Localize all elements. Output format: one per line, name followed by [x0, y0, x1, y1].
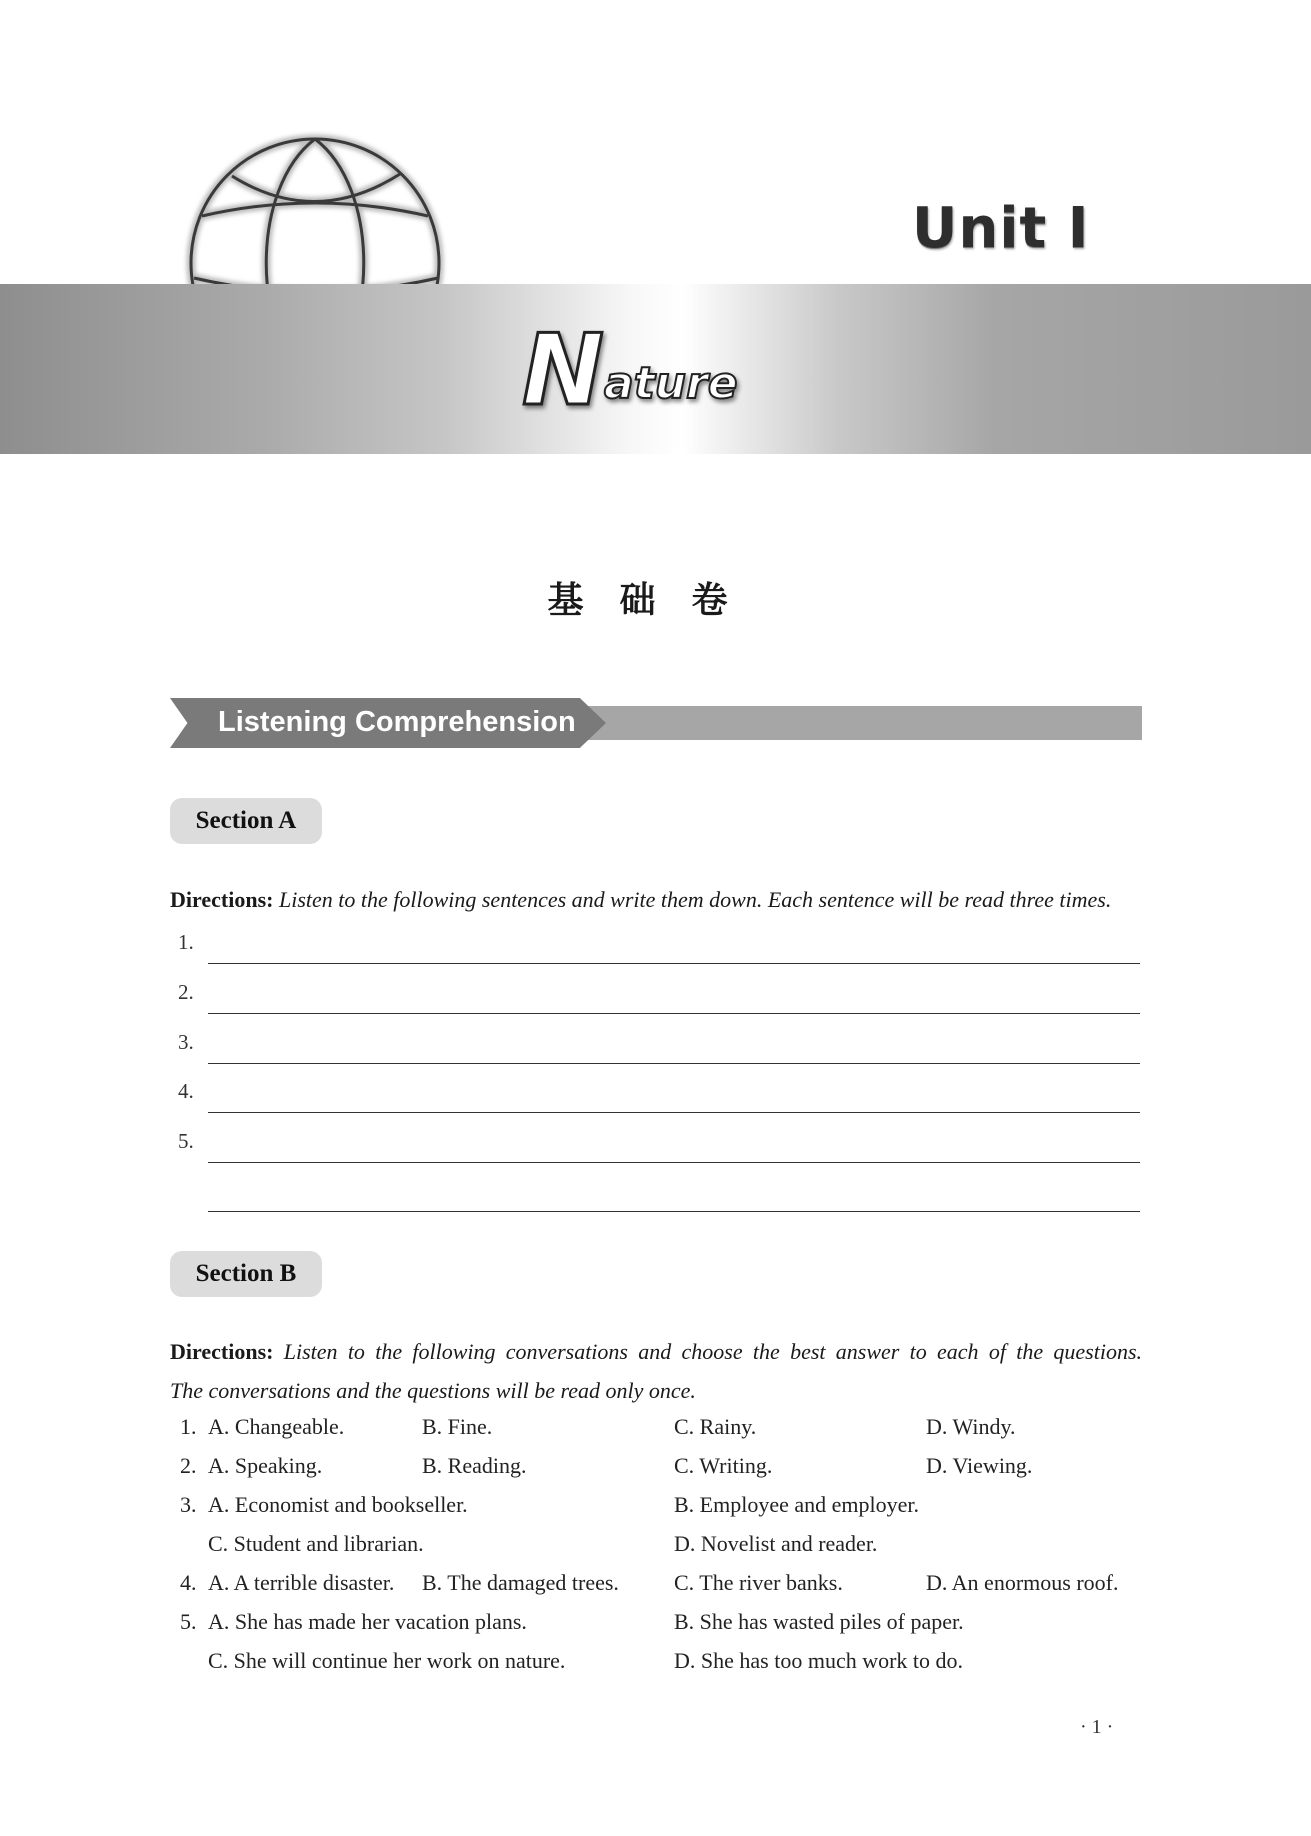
question-number: 3.	[180, 1492, 197, 1517]
part-banner	[170, 698, 1142, 750]
line-number: 5.	[178, 1129, 194, 1153]
option-b[interactable]: B. The damaged trees.	[422, 1570, 619, 1595]
question-number: 5.	[180, 1609, 197, 1634]
option-d[interactable]: D. An enormous roof.	[926, 1570, 1119, 1595]
dictation-line[interactable]	[178, 974, 1140, 1014]
option-d[interactable]: D. Novelist and reader.	[674, 1531, 878, 1556]
line-number: 1.	[178, 930, 194, 954]
option-c[interactable]: C. She will continue her work on nature.	[208, 1648, 566, 1673]
dictation-line[interactable]	[178, 1172, 1140, 1212]
option-a[interactable]: A. Speaking.	[208, 1453, 323, 1478]
option-a[interactable]: A. Economist and bookseller.	[208, 1492, 468, 1517]
option-d[interactable]: D. She has too much work to do.	[674, 1648, 964, 1673]
page-number: · 1 ·	[1080, 1716, 1114, 1738]
dictation-line[interactable]	[178, 924, 1140, 964]
question-number: 2.	[180, 1453, 197, 1478]
answer-rule	[208, 1013, 1140, 1014]
question-number: 4.	[180, 1570, 197, 1595]
unit-title: Unit I	[912, 196, 1090, 261]
option-a[interactable]: A. She has made her vacation plans.	[208, 1609, 527, 1634]
directions-label: Directions:	[170, 887, 274, 912]
unit-banner	[0, 284, 1311, 454]
line-number: 4.	[178, 1079, 194, 1103]
directions-text: Listen to the following sentences and write them down. Each sentence will be read three times.	[278, 887, 1112, 912]
directions-label: Directions:	[170, 1339, 274, 1364]
dictation-line[interactable]	[178, 1123, 1140, 1163]
answer-rule	[208, 963, 1140, 964]
section-a-label: Section A	[170, 798, 322, 844]
directions-line-1: Listen to the following conversations and choose the best answer to each of the questions.	[283, 1339, 1142, 1364]
directions-line-2: The conversations and the questions will be read only once.	[170, 1378, 696, 1403]
section-a-directions	[170, 880, 1142, 919]
option-b[interactable]: B. Employee and employer.	[674, 1492, 919, 1517]
option-c[interactable]: C. Writing.	[674, 1453, 773, 1478]
line-number: 3.	[178, 1030, 194, 1054]
option-b[interactable]: B. She has wasted piles of paper.	[674, 1609, 964, 1634]
paper-title: 基础卷	[547, 579, 764, 621]
option-c[interactable]: C. Rainy.	[674, 1414, 757, 1439]
dictation-line[interactable]	[178, 1073, 1140, 1113]
option-a[interactable]: A. A terrible disaster.	[208, 1570, 395, 1595]
question-number: 1.	[180, 1414, 197, 1439]
globe-icon	[180, 128, 450, 284]
answer-rule	[208, 1063, 1140, 1064]
option-c[interactable]: C. The river banks.	[674, 1570, 843, 1595]
answer-rule	[208, 1112, 1140, 1113]
option-b[interactable]: B. Fine.	[422, 1414, 493, 1439]
answer-rule	[208, 1211, 1140, 1212]
banner-initial: N	[522, 314, 605, 428]
answer-rule	[208, 1162, 1140, 1163]
option-c[interactable]: C. Student and librarian.	[208, 1531, 424, 1556]
banner-rest: ature	[604, 358, 738, 409]
line-number: 2.	[178, 980, 194, 1004]
option-a[interactable]: A. Changeable.	[208, 1414, 345, 1439]
part-banner-label: Listening Comprehension	[218, 706, 576, 738]
section-b-label: Section B	[170, 1251, 322, 1297]
option-d[interactable]: D. Windy.	[926, 1414, 1016, 1439]
option-d[interactable]: D. Viewing.	[926, 1453, 1033, 1478]
section-b-directions	[170, 1332, 1142, 1410]
dictation-line[interactable]	[178, 1024, 1140, 1064]
option-b[interactable]: B. Reading.	[422, 1453, 527, 1478]
